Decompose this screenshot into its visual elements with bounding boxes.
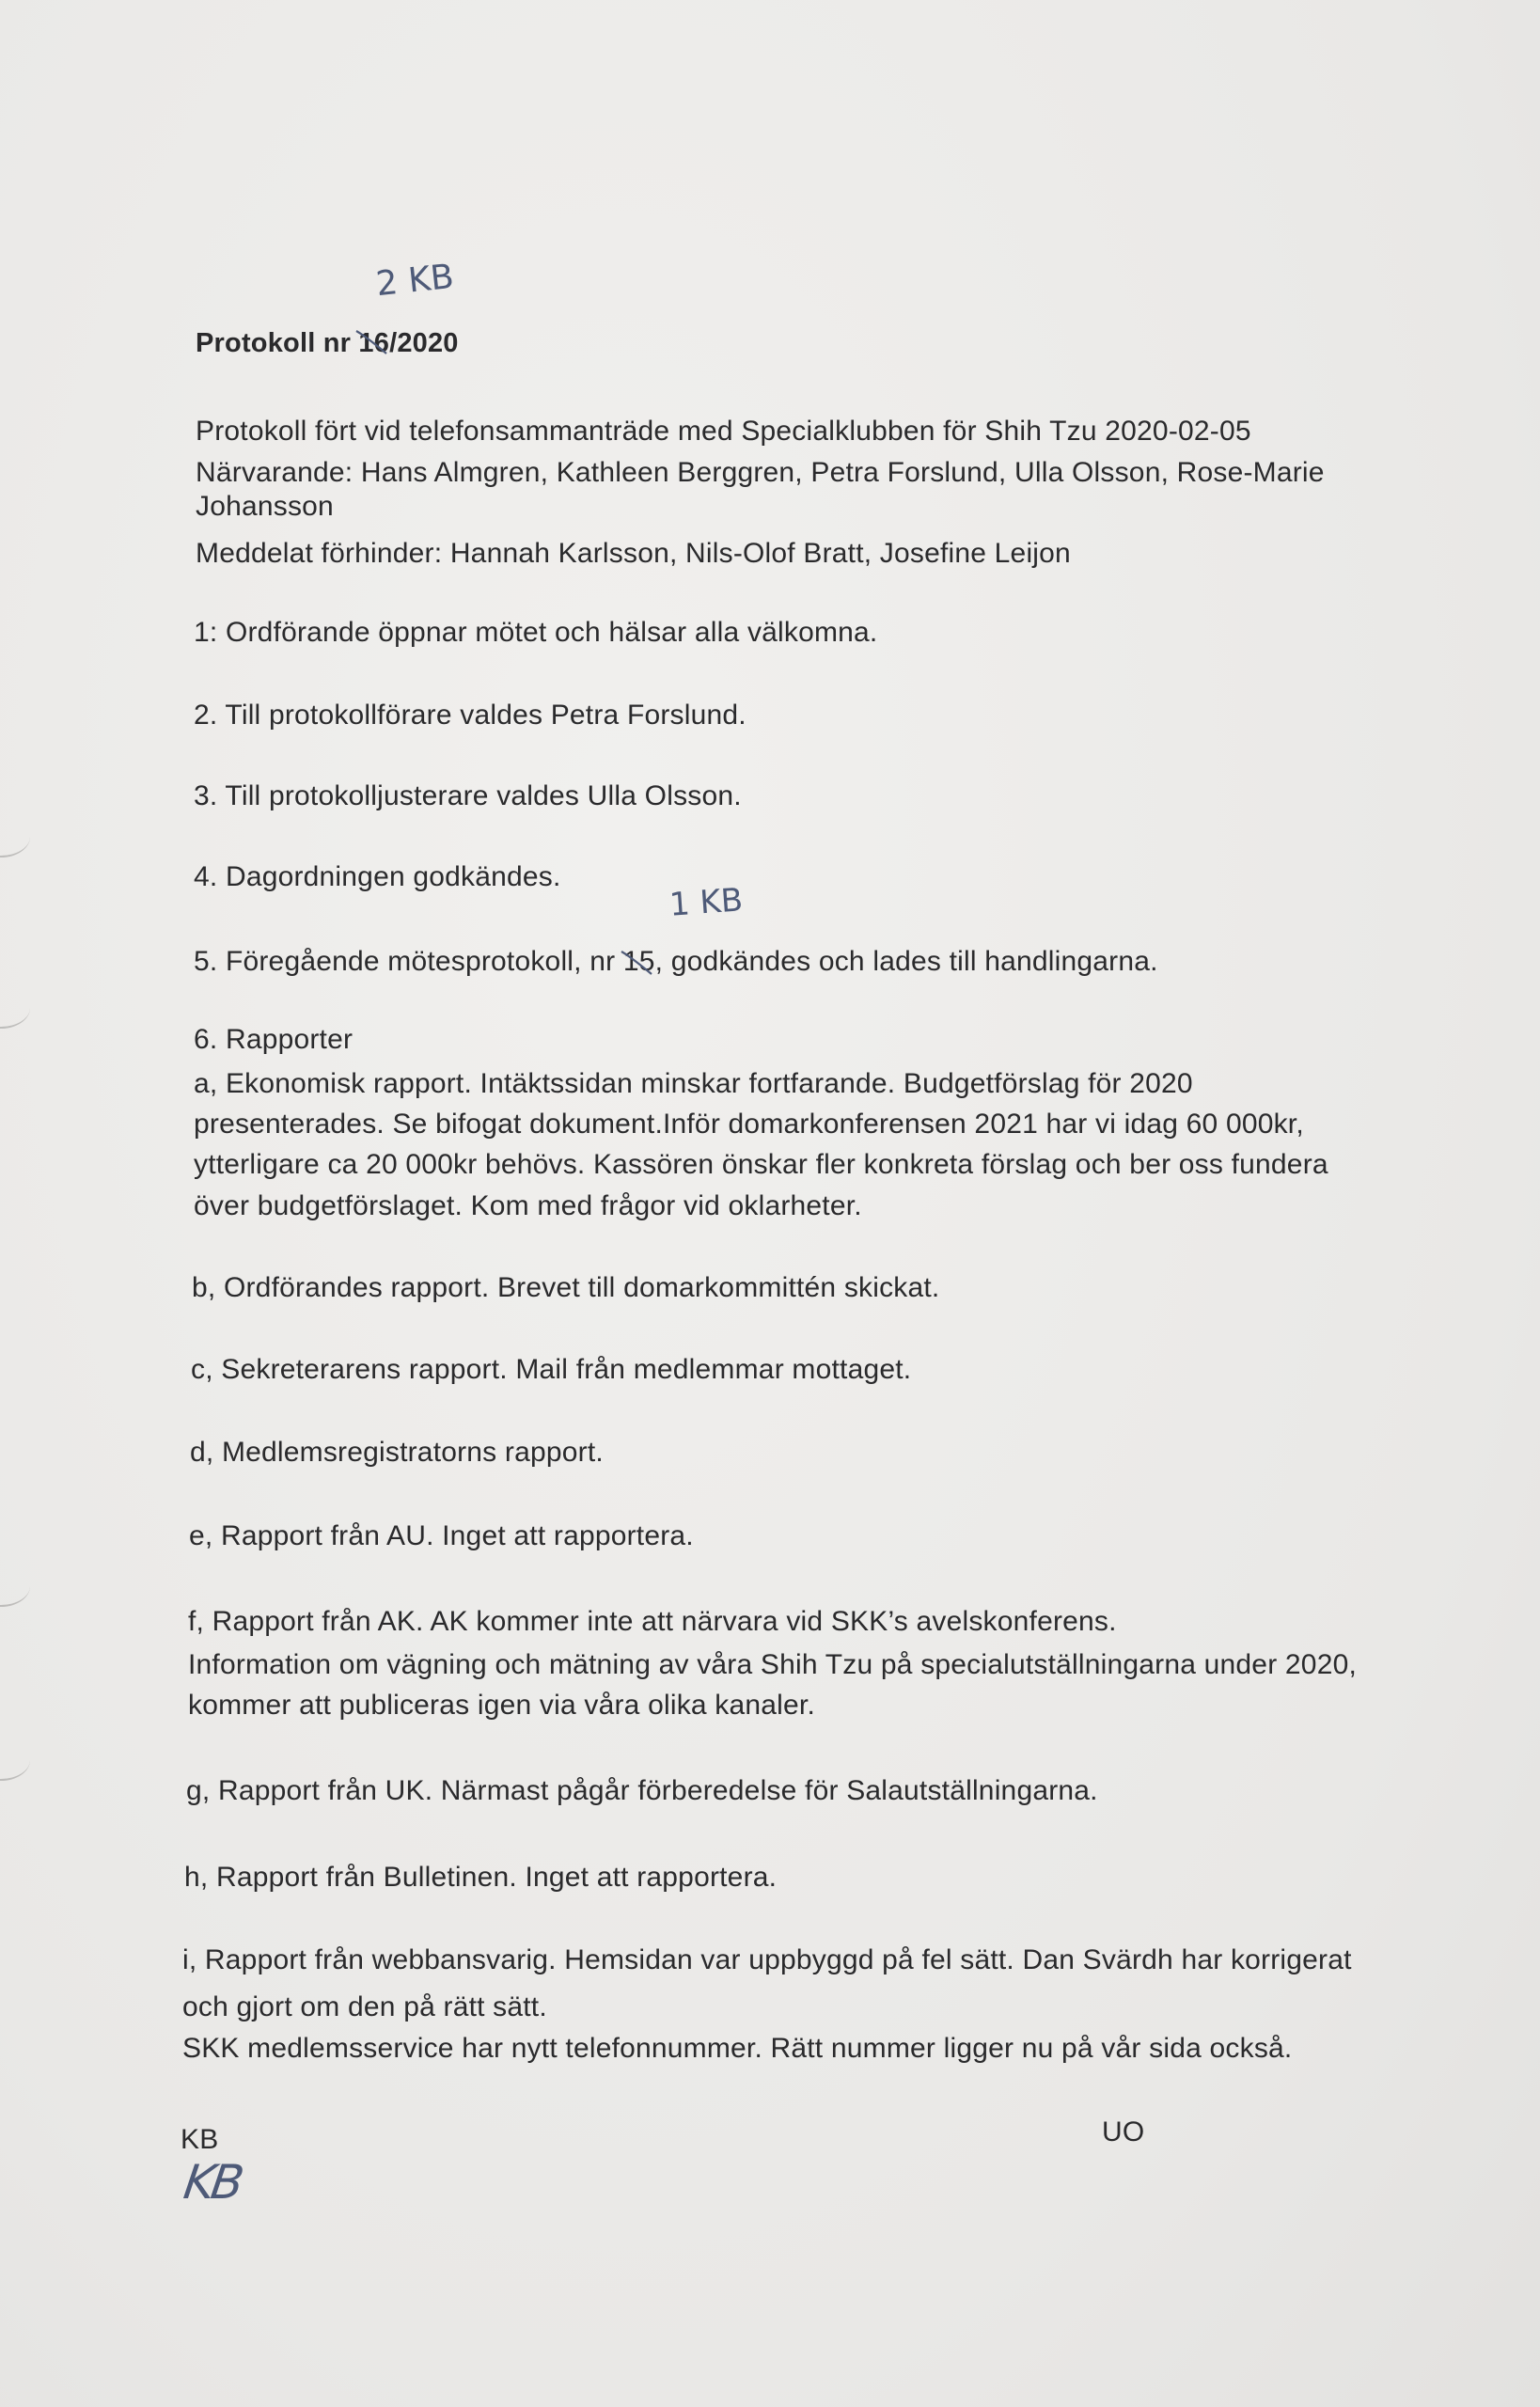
report-h: h, Rapport från Bulletinen. Inget att rapportera. (184, 1862, 778, 1893)
report-e: e, Rapport från AU. Inget att rapportera. (189, 1520, 694, 1551)
page-title (196, 323, 459, 363)
handwritten-correction: 1 KB (668, 881, 745, 924)
absent-line: Meddelat förhinder: Hannah Karlsson, Nils-Olof Bratt, Josefine Leijon (196, 538, 1071, 569)
report-c: c, Sekreterarens rapport. Mail från medlemmar mottaget. (191, 1354, 912, 1385)
report-d: d, Medlemsregistratorns rapport. (190, 1437, 604, 1468)
attendees-line-cont: Johansson (196, 491, 334, 522)
struck-number (623, 942, 655, 982)
initials-right: UO (1102, 2116, 1145, 2147)
agenda-item-5 (194, 942, 1158, 982)
agenda-item-6: 6. Rapporter (194, 1024, 354, 1055)
agenda-item-2: 2. Till protokollförare valdes Petra Forslund. (194, 700, 746, 731)
intro-line: Protokoll fört vid telefonsammanträde med Specialklubben för Shih Tzu 2020-02-05 (196, 416, 1251, 447)
initials-left: KB (181, 2124, 219, 2155)
struck-number-text: 16 (358, 328, 390, 358)
report-i-line: SKK medlemsservice har nytt telefonnummer. Rätt nummer ligger nu på vår sida också. (182, 2033, 1293, 2064)
signature: KB (180, 2155, 244, 2210)
item5-suffix: , godkändes och lades till handlingarna. (654, 946, 1158, 977)
report-g: g, Rapport från UK. Närmast pågår förberedelse för Salautställningarna. (186, 1775, 1098, 1806)
struck-number-text: 15 (622, 946, 655, 977)
struck-number (358, 323, 389, 363)
title-prefix: Protokoll nr (196, 328, 359, 358)
report-f-line: kommer att publiceras igen via våra olika kanaler. (188, 1690, 815, 1721)
handwritten-correction: 2 KB (374, 257, 456, 305)
report-a-line: ytterligare ca 20 000kr behövs. Kassören önskar fler konkreta förslag och ber oss fundera (194, 1149, 1328, 1180)
agenda-item-4: 4. Dagordningen godkändes. (194, 861, 561, 892)
report-f-line: f, Rapport från AK. AK kommer inte att närvara vid SKK’s avelskonferens. (188, 1606, 1117, 1637)
strike-mark (354, 325, 388, 361)
report-b: b, Ordförandes rapport. Brevet till domarkommittén skickat. (192, 1272, 940, 1303)
report-i-line: i, Rapport från webbansvarig. Hemsidan var uppbyggd på fel sätt. Dan Svärdh har korrigerat (182, 1944, 1352, 1975)
item5-prefix: 5. Föregående mötesprotokoll, nr (194, 946, 623, 977)
report-a-line: över budgetförslaget. Kom med frågor vid oklarheter. (194, 1190, 862, 1221)
title-suffix: /2020 (389, 328, 459, 358)
report-f-line: Information om vägning och mätning av våra Shih Tzu på specialutställningarna under 2020, (188, 1649, 1357, 1680)
agenda-item-1: 1: Ordförande öppnar mötet och hälsar alla välkomna. (194, 617, 878, 648)
report-a-line: presenterades. Se bifogat dokument.Inför domarkonferensen 2021 har vi idag 60 000kr, (194, 1109, 1304, 1140)
strike-mark (620, 944, 653, 980)
report-i-line: och gjort om den på rätt sätt. (182, 1991, 547, 2022)
attendees-line: Närvarande: Hans Almgren, Kathleen Berggren, Petra Forslund, Ulla Olsson, Rose-Marie (196, 457, 1325, 488)
report-a-line: a, Ekonomisk rapport. Intäktssidan minskar fortfarande. Budgetförslag för 2020 (194, 1068, 1193, 1099)
agenda-item-3: 3. Till protokolljusterare valdes Ulla Olsson. (194, 780, 742, 811)
